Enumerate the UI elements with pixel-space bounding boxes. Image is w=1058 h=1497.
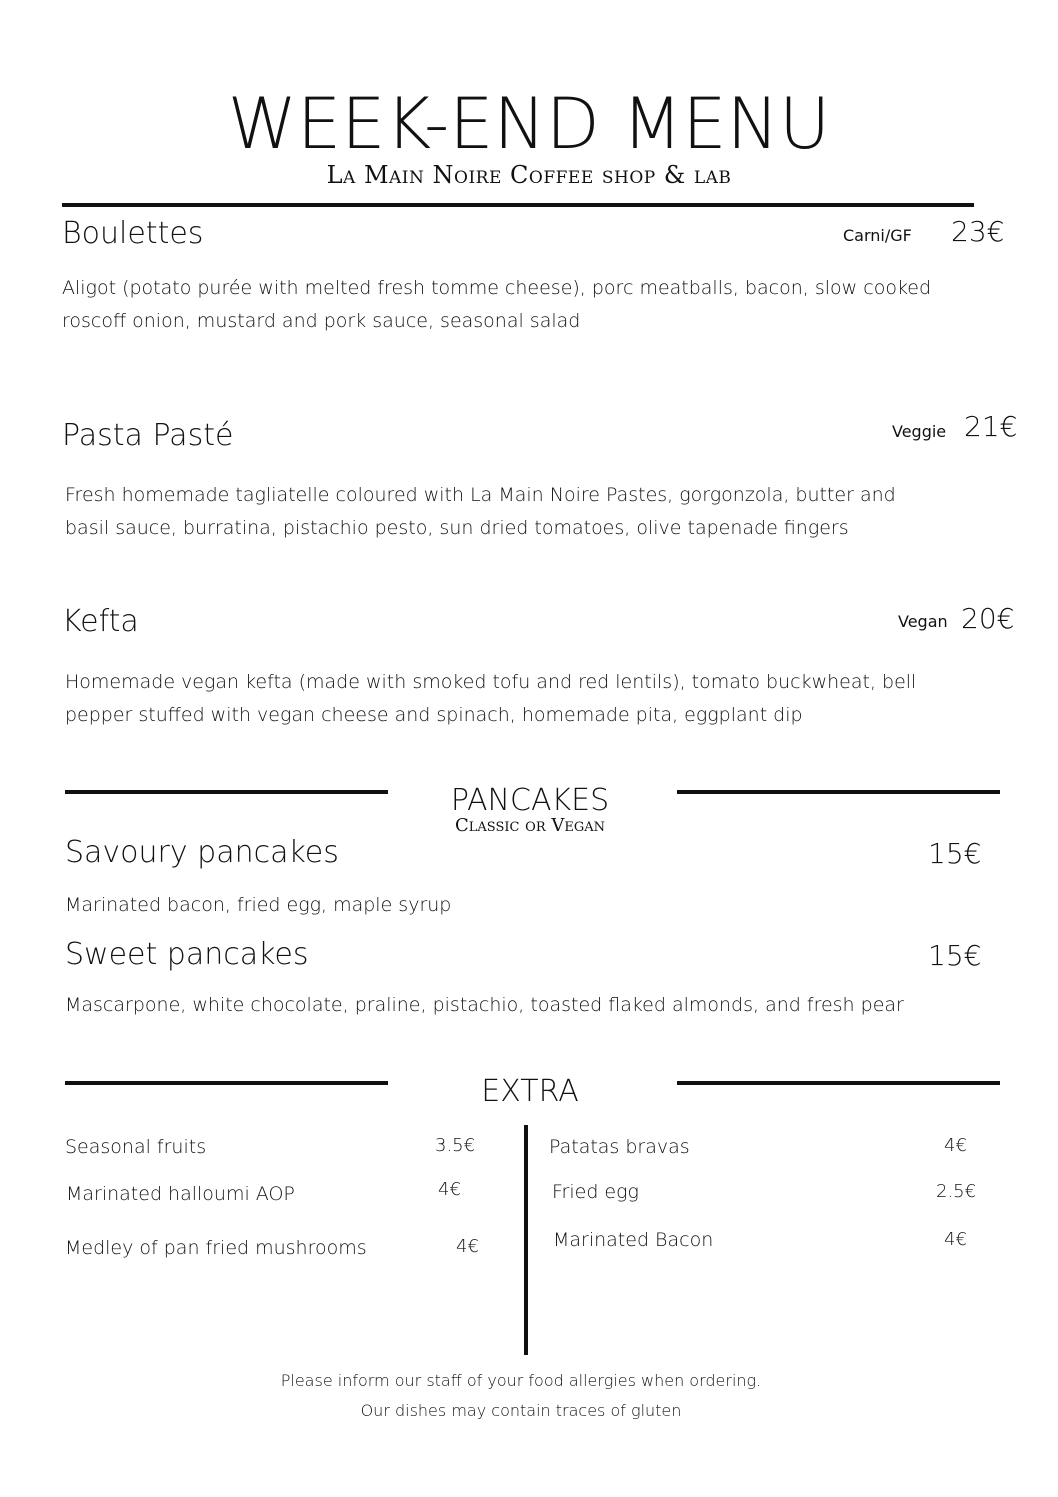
- extra-price-mushrooms: 4€: [456, 1236, 479, 1257]
- pancakes-section-title: PANCAKES: [450, 783, 610, 818]
- dish-price-pasta-paste: 21€: [964, 410, 1018, 443]
- pancakes-section-subtitle: Classic or Vegan: [455, 815, 605, 836]
- dish-diet-pasta-paste: Veggie: [892, 422, 947, 441]
- pancake-name-savoury: Savoury pancakes: [65, 835, 339, 870]
- dish-name-kefta: Kefta: [62, 604, 139, 639]
- dish-name-boulettes: Boulettes: [62, 216, 204, 251]
- header-divider: [62, 203, 974, 207]
- extra-item-fried-egg: Fried egg: [552, 1181, 639, 1203]
- extra-divider-right: [677, 1081, 1000, 1085]
- allergy-note: Please inform our staff of your food allergies when ordering.: [280, 1371, 762, 1390]
- pancake-name-sweet: Sweet pancakes: [65, 937, 309, 972]
- dish-price-boulettes: 23€: [951, 215, 1005, 248]
- extra-item-mushrooms: Medley of pan fried mushrooms: [65, 1237, 367, 1259]
- extra-divider-left: [65, 1081, 388, 1085]
- pancakes-divider-right: [677, 790, 1000, 794]
- extra-item-marinated-bacon: Marinated Bacon: [553, 1229, 714, 1251]
- extra-price-marinated-halloumi: 4€: [438, 1179, 461, 1200]
- dish-description-kefta: Homemade vegan kefta (made with smoked tofu and red lentils), tomato buckwheat, bell pepper stuffed with vegan cheese and spinach, homemade pita, eggplant dip: [65, 671, 917, 726]
- menu-title: WEEK-END MENU: [227, 83, 831, 165]
- dish-description-boulettes: Aligot (potato purée with melted fresh tomme cheese), porc meatballs, bacon, slow cooked roscoff onion, mustard and pork sauce, seasonal salad: [62, 277, 932, 332]
- extra-column-divider: [524, 1125, 528, 1355]
- dish-price-kefta: 20€: [961, 602, 1015, 635]
- extra-price-fried-egg: 2.5€: [936, 1181, 977, 1202]
- pancake-description-sweet: Mascarpone, white chocolate, praline, pistachio, toasted flaked almonds, and fresh pear: [65, 994, 904, 1016]
- menu-subtitle: La Main Noire Coffee shop & lab: [326, 161, 732, 189]
- extra-price-marinated-bacon: 4€: [944, 1229, 967, 1250]
- pancake-price-sweet: 15€: [928, 939, 982, 972]
- extra-section-title: EXTRA: [481, 1074, 579, 1109]
- extra-item-patatas-bravas: Patatas bravas: [549, 1136, 690, 1158]
- extra-price-seasonal-fruits: 3.5€: [435, 1135, 476, 1156]
- pancake-description-savoury: Marinated bacon, fried egg, maple syrup: [65, 894, 452, 916]
- dish-description-pasta-paste: Fresh homemade tagliatelle coloured with La Main Noire Pastes, gorgonzola, butter and basil sauce, burratina, pistachio pesto, sun dried tomatoes, olive tapenade fingers: [65, 484, 896, 539]
- extra-item-marinated-halloumi: Marinated halloumi AOP: [66, 1183, 295, 1205]
- dish-diet-kefta: Vegan: [898, 612, 948, 631]
- pancakes-divider-left: [65, 790, 388, 794]
- pancake-price-savoury: 15€: [928, 837, 982, 870]
- dish-name-pasta-paste: Pasta Pasté: [62, 418, 234, 453]
- gluten-note: Our dishes may contain traces of gluten: [360, 1401, 682, 1420]
- dish-diet-boulettes: Carni/GF: [843, 226, 912, 245]
- extra-item-seasonal-fruits: Seasonal fruits: [65, 1136, 207, 1158]
- extra-price-patatas-bravas: 4€: [944, 1135, 967, 1156]
